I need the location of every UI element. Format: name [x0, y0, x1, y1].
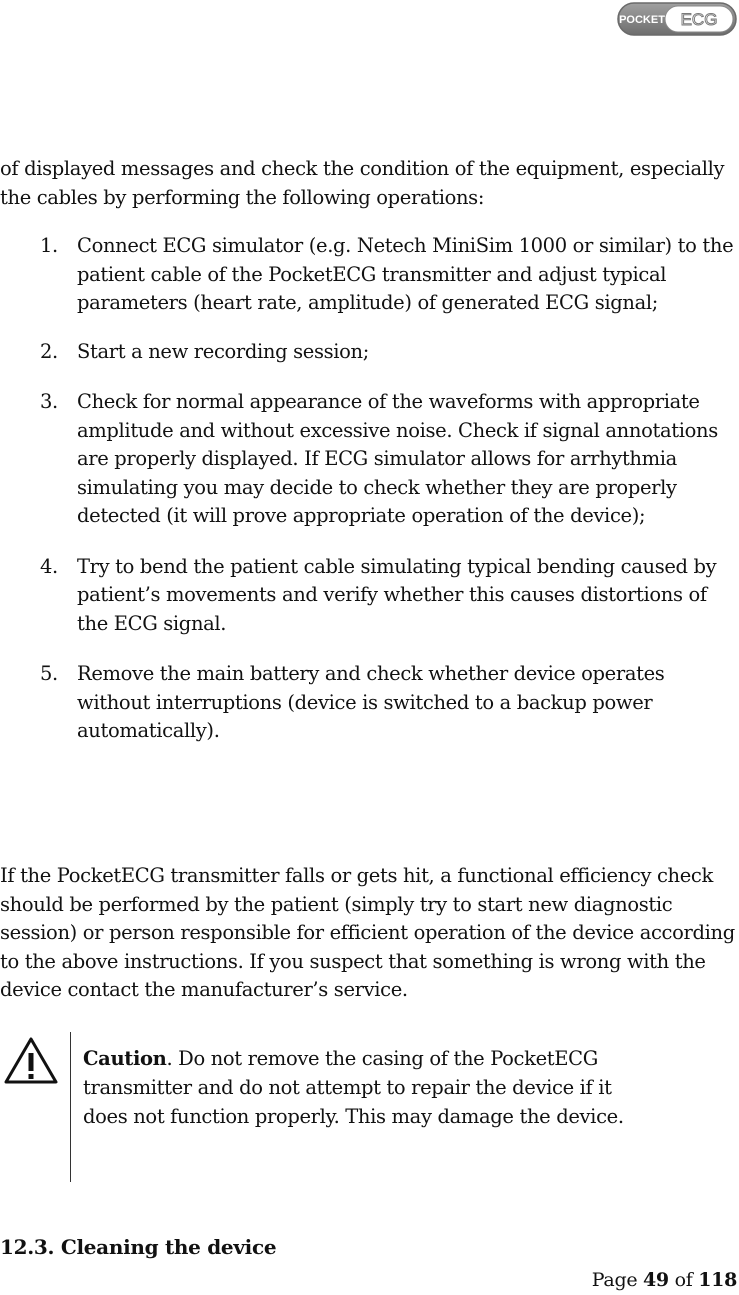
- list-number: 3.: [40, 390, 58, 413]
- list-item: [0, 553, 739, 639]
- page-total: 118: [698, 1269, 737, 1291]
- list-number: 1.: [40, 234, 58, 257]
- list-text: Remove the main battery and check whether device operates without interruptions (device is switched to a backup power automatically).: [77, 662, 665, 742]
- list-number: 2.: [40, 339, 58, 363]
- page-number: 49: [643, 1269, 669, 1291]
- pocketecg-logo: [617, 2, 737, 36]
- logo-text-pocket: POCKET: [619, 14, 665, 26]
- page-word: Page: [591, 1269, 638, 1291]
- caution-body: . Do not remove the casing of the PocketECG transmitter and do not attempt to repair the device if it does not function properly. This may damage the device.: [83, 1047, 624, 1128]
- list-text: Start a new recording session;: [77, 339, 369, 363]
- warning-triangle-icon: [3, 1036, 59, 1086]
- caution-label: Caution: [83, 1047, 167, 1070]
- list-item: [0, 232, 739, 318]
- operations-list: [0, 232, 739, 746]
- list-text: Connect ECG simulator (e.g. Netech MiniSim 1000 or similar) to the patient cable of the PocketECG transmitter and adjust typical parameters (heart rate, amplitude) of generated ECG signal;: [77, 234, 734, 314]
- intro-paragraph: of displayed messages and check the condition of the equipment, especially the cables by performing the following operations:: [0, 157, 725, 209]
- list-text: Check for normal appearance of the waveforms with appropriate amplitude and without excessive noise. Check if signal annotations are properly displayed. If ECG simulator allows for arrhythmia simulating you may decide to check whether they are properly detected (it will prove appropriate operation of the device);: [77, 390, 718, 527]
- list-item: [0, 660, 739, 746]
- list-text: Try to bend the patient cable simulating typical bending caused by patient’s movements and verify whether this causes distortions of the ECG signal.: [77, 554, 717, 635]
- caution-block: [0, 1032, 739, 1182]
- logo-text-ecg: ECG: [680, 10, 718, 29]
- page-footer: [592, 1266, 737, 1294]
- caution-divider: [70, 1032, 71, 1182]
- caution-text: [83, 1044, 643, 1131]
- list-item: [0, 388, 739, 531]
- list-item: [0, 338, 739, 367]
- section-heading: 12.3. Cleaning the device: [0, 1235, 277, 1259]
- list-number: 5.: [40, 662, 58, 685]
- of-word: of: [674, 1269, 693, 1291]
- closing-paragraph: If the PocketECG transmitter falls or gets hit, a functional efficiency check should be performed by the patient (simply try to start new diagnostic session) or person responsible for efficient operation of the device according to the above instructions. If you suspect that something is wrong with the device contact the manufacturer’s service.: [0, 864, 735, 1001]
- list-number: 4.: [40, 554, 58, 578]
